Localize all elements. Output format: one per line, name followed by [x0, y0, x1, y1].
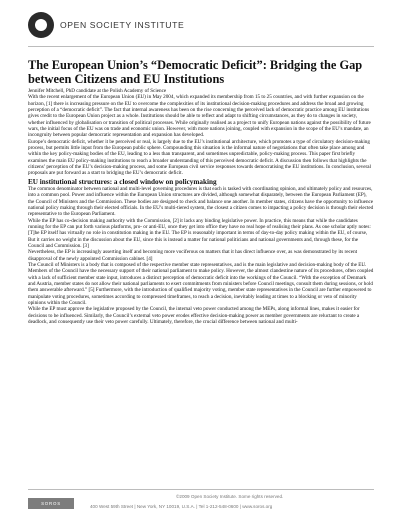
author-line: Jennifer Mitchell, PhD candidate at the Polish Academy of Science	[28, 88, 167, 94]
paragraph: While the EP must approve the legislative proposed by the Council, the internal veto power conducted among the MEPs, along informal lines, makes it easier for decisions to be influenced. Similarly, the Council’s external veto power erodes effective decision-making power as member governments are reluctant to create a deadlock, and consequently use their veto power carefully. Ultimately, therefore, the crucial difference between national and multi-	[28, 306, 360, 326]
article-title: The European Union’s “Democratic Deficit”: Bridging the Gap between Citizens and EU Institutions	[28, 58, 363, 86]
article-body	[28, 88, 374, 325]
osi-logo-icon	[28, 12, 54, 38]
copyright-text: ©2009 Open Society Institute. Some rights reserved.	[176, 494, 284, 499]
block-quote: [T]he EP itself has virtually no role in constitution making in the EU. The EP is reasonably important in terms of day-to-day policy making within the EU, of course, But it carries no weight in the discussion about the EU, since this is instead a matter for national politicians and national governments and, through these, for the Council and Commission. [3]	[28, 230, 368, 249]
paragraph: Nevertheless, the EP is increasingly asserting itself and becoming more vociferous on matters that it has direct influence over, as was demonstrated by its recent disapproval of the newly appointed Commission cabinet. [4]	[28, 249, 358, 262]
header	[28, 12, 184, 38]
paragraph: The Council of Ministers is a body that is composed of the respective member state representatives, and is the main legislative and decision-making body of the EU. Members of the Council have the necessary support of their national parliament to make policy. However, the almost clandestine nature of its procedures, often coupled with a lack of sufficient member state input, introduces a distinct perception of democratic deficit into the workings of the Council. “With the exception of Denmark and Austria, member states do not allow their national parliaments to exert commitments from ministers before Council meetings, consult them during sessions, or hold them answerable afterward.” [5] Furthermore, with the introduction of qualified majority voting, member state representatives in the Council are further empowered to manipulate voting procedures, sometimes according to compressed timeframes, to reach a decision, inevitably leading at times to a blocking or veto of minority opinions within the Council.	[28, 261, 374, 306]
paragraph: While the EP has co-decision making authority with the Commission, [2] it lacks any binding legislative power. In practice, this means that while the candidates running for the EP can put forth various platforms, pro- or anti-EU, once they get into office they have no real hope of realising their plans. As one scholar aptly notes:	[28, 217, 371, 230]
header-divider	[28, 46, 374, 47]
footer-divider	[28, 489, 374, 490]
section-heading: EU institutional structures: a closed window on policymaking	[28, 177, 217, 186]
paragraph: With the recent enlargement of the European Union (EU) in May 2004, which expanded its membership from 15 to 25 countries, and with further expansion on the horizon, [1] there is increasing pressure on the EU to overcome the complexities of its institutional decision-making procedures and address the broad and growing perception of a “democratic deficit”. The fact that internal awareness has been on the rise concerning the perceived lack of democratic practice among EU institutions gives credit to the European Union project as a whole. Institutions should be able to reflect and adapt to shifting circumstances, as they do to changes in society, whether influenced by globalisation or transition of political processes. While originally realised as a project to unify European nations against the possibility of future wars, the initial focus of the EU was on trade and economic union. However, with more nations joining, coupled with expansion in the scope of the EU’s mandate, an incongruity between popular democratic representation and expansion has developed.	[28, 94, 371, 139]
soros-logo: SOROS	[28, 498, 74, 509]
paragraph: The common denominator between national and multi-level governing procedures is that each is tasked with coordinating opinion, and ultimately policy and resources, into a common pool. Power and influence within the European Union structures are divided, although somewhat disparately, between the European Parliament (EP), the Council of Ministers and the Commission. These bodies are designed to check and balance one another. In member states, citizens have the opportunity to influence national policy making through their elected officials. In the EU’s multi-tiered system, the closest a citizen comes to impacting a policy decision is through their elected representative to the European Parliament.	[28, 185, 374, 218]
address-text: 400 West 59th Street | New York, NY 10019, U.S.A. | Tel 1-212-548-0600 | www.soros.org	[90, 504, 273, 509]
org-name: OPEN SOCIETY INSTITUTE	[60, 20, 185, 30]
paragraph: Europe’s democratic deficit, whether it be perceived or real, is largely due to the EU’s institutional architecture, which promotes a type of circulatory decision-making process, but permits little input from the European public sphere. Compounding this situation is the informal nature of negotiations that often take place among and within the key policy-making bodies of the EU, leading to a less than transparent, and sometimes unpredictable, policy-making process. This paper first briefly examines the main EU policy-making institutions to reach a broader understanding of this perceived democratic deficit. A discussion then follows that highlights the citizens’ perception of the EU’s decision-making process, and some European civil service responses towards democratising the EU institutions. In conclusion, several proposals are put forward as a start to bridging the EU’s democratic deficit.	[28, 138, 371, 177]
